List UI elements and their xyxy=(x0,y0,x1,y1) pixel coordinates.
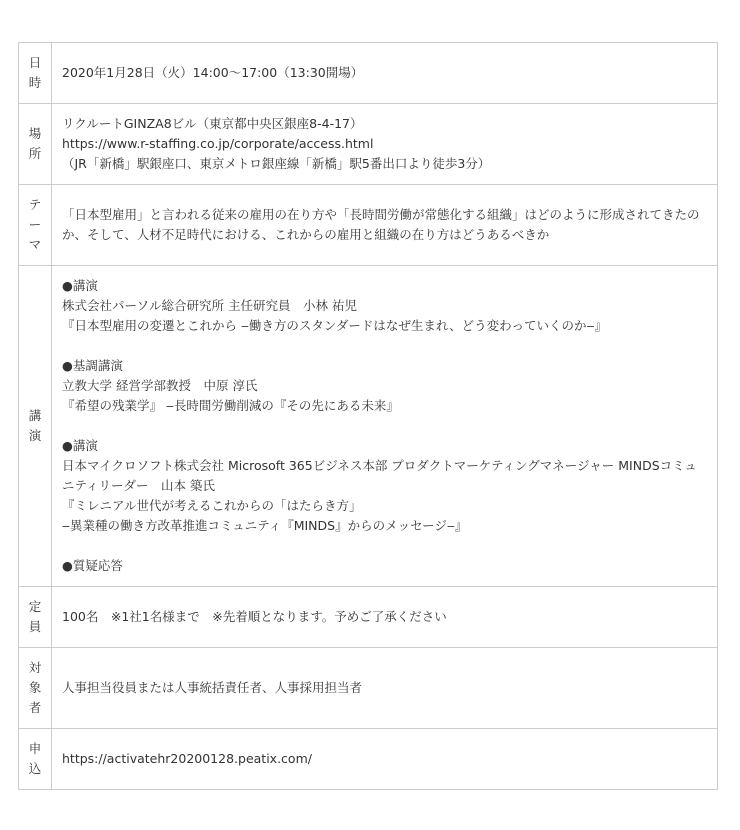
venue-name: リクルートGINZA8ビル（東京都中央区銀座8-4-17） xyxy=(62,116,363,131)
row-theme xyxy=(19,185,718,266)
keynote-title: 『希望の残業学』 ‒長時間労働削減の『その先にある未来』 xyxy=(62,398,399,413)
label-theme xyxy=(19,185,52,266)
label-char: ー xyxy=(28,217,42,232)
venue-directions: （JR「新橋」駅銀座口、東京メトロ銀座線「新橋」駅5番出口より徒歩3分） xyxy=(62,156,491,171)
content-target xyxy=(52,648,718,729)
datetime-text: 2020年1月28日（火）14:00〜17:00（13:30開場） xyxy=(62,65,364,80)
target-text: 人事担当役員または人事統括責任者、人事採用担当者 xyxy=(62,680,363,695)
capacity-text: 100名 ※1社1名様まで ※先着順となります。予めご了承ください xyxy=(62,609,447,624)
venue-access-link[interactable]: https://www.r-staffing.co.jp/corporate/access.html xyxy=(62,136,374,151)
row-target xyxy=(19,648,718,729)
label-application xyxy=(19,729,52,790)
label-char: 場 xyxy=(28,126,42,141)
label-datetime xyxy=(19,43,52,104)
label-char: 込 xyxy=(28,761,42,776)
qa-heading: ●質疑応答 xyxy=(62,558,123,573)
content-theme xyxy=(52,185,718,266)
label-char: 所 xyxy=(28,146,42,161)
content-lectures xyxy=(52,266,718,587)
row-venue xyxy=(19,104,718,185)
content-application xyxy=(52,729,718,790)
label-char: 申 xyxy=(28,741,42,756)
label-char: 時 xyxy=(28,75,42,90)
row-capacity xyxy=(19,587,718,648)
label-char: 者 xyxy=(28,700,42,715)
lecture-2-title: 『ミレニアル世代が考えるこれからの「はたらき方」 xyxy=(62,498,362,513)
lecture-2-heading: ●講演 xyxy=(62,438,98,453)
content-venue xyxy=(52,104,718,185)
label-char: テ xyxy=(28,197,42,212)
label-char: マ xyxy=(28,237,42,252)
row-application xyxy=(19,729,718,790)
spacer xyxy=(62,536,707,556)
keynote-heading: ●基調講演 xyxy=(62,358,123,373)
theme-text: 「日本型雇用」と言われる従来の雇用の在り方や「長時間労働が常態化する組織」はどのように形成されてきたのか、そして、人材不足時代における、これからの雇用と組織の在り方はどうあるべきか xyxy=(62,207,700,242)
keynote-speaker: 立教大学 経営学部教授 中原 淳氏 xyxy=(62,378,258,393)
label-char: 演 xyxy=(28,428,42,443)
spacer xyxy=(62,416,707,436)
lecture-1-title: 『日本型雇用の変遷とこれから ‒働き方のスタンダードはなぜ生まれ、どう変わっていくのか‒』 xyxy=(62,318,608,333)
event-info-table xyxy=(18,42,718,790)
label-venue xyxy=(19,104,52,185)
label-char: 象 xyxy=(28,680,42,695)
content-datetime xyxy=(52,43,718,104)
label-lectures xyxy=(19,266,52,587)
content-capacity xyxy=(52,587,718,648)
row-datetime xyxy=(19,43,718,104)
application-link[interactable]: https://activatehr20200128.peatix.com/ xyxy=(62,751,312,766)
spacer xyxy=(62,336,707,356)
label-char: 対 xyxy=(28,660,42,675)
row-lectures xyxy=(19,266,718,587)
label-target xyxy=(19,648,52,729)
label-char: 講 xyxy=(28,408,42,423)
lecture-1-heading: ●講演 xyxy=(62,278,98,293)
label-capacity xyxy=(19,587,52,648)
lecture-2-subtitle: ‒異業種の働き方改革推進コミュニティ『MINDS』からのメッセージ‒』 xyxy=(62,518,468,533)
label-char: 日 xyxy=(28,55,42,70)
lecture-2-speaker: 日本マイクロソフト株式会社 Microsoft 365ビジネス本部 プロダクトマーケティングマネージャー MINDSコミュニティリーダー 山本 築氏 xyxy=(62,458,697,493)
label-char: 員 xyxy=(28,619,42,634)
lecture-1-speaker: 株式会社パーソル総合研究所 主任研究員 小林 祐児 xyxy=(62,298,357,313)
label-char: 定 xyxy=(28,599,42,614)
